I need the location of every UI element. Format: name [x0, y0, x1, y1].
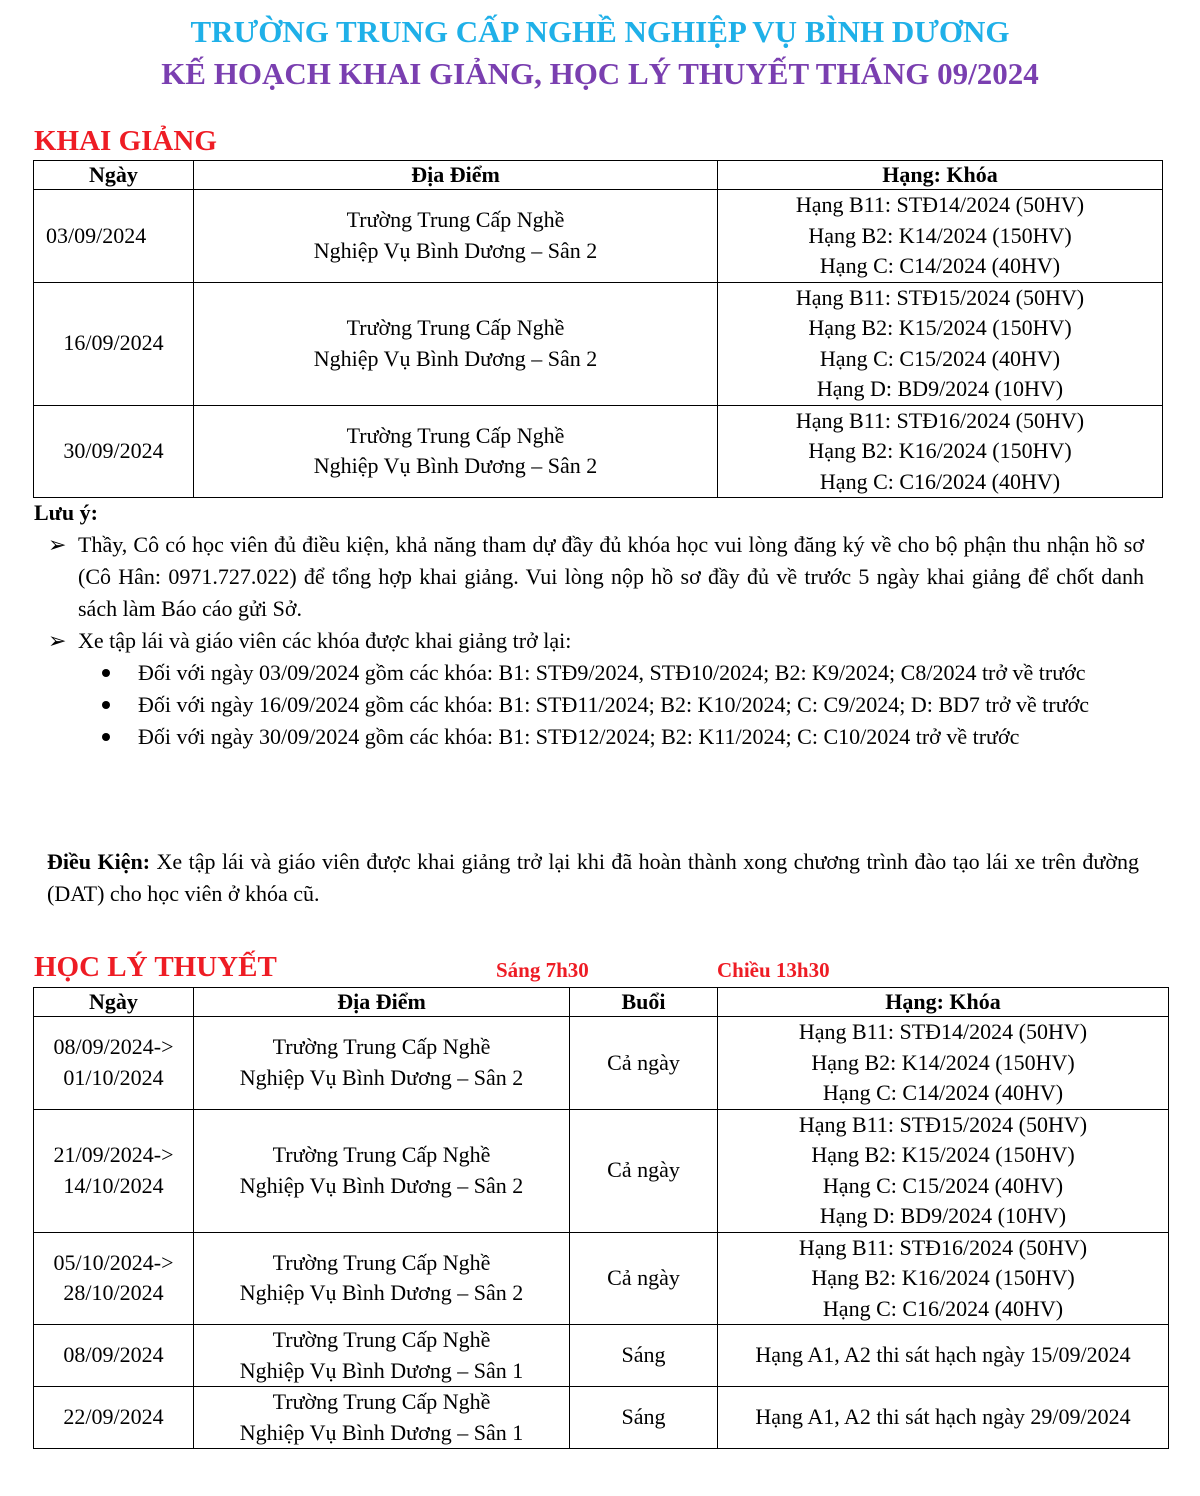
- condition-paragraph: [47, 846, 1139, 910]
- location-line: Trường Trung Cấp Nghề: [346, 315, 565, 340]
- opening-table-header: [34, 161, 1163, 190]
- class-cell: Hạng A1, A2 thi sát hạch ngày 29/09/2024: [718, 1387, 1169, 1449]
- note-text: Xe tập lái và giáo viên các khóa được khai giảng trở lại:: [78, 628, 572, 653]
- table-row: [34, 1232, 1169, 1325]
- note-sub-text: Đối với ngày 30/09/2024 gồm các khóa: B1: STĐ12/2024; B2: K11/2024; C: C10/2024 trở về trước: [138, 724, 1020, 749]
- theory-section-title: HỌC LÝ THUYẾT: [34, 951, 277, 983]
- date-cell: [34, 1017, 194, 1110]
- opening-table: [33, 160, 1163, 498]
- date-line: 05/10/2024->: [53, 1249, 174, 1275]
- class-line: Hạng B11: STĐ14/2024 (50HV): [798, 1019, 1088, 1044]
- session-cell: Sáng: [570, 1387, 718, 1449]
- date-line: 21/09/2024->: [53, 1142, 174, 1167]
- date-cell: 16/09/2024: [34, 282, 194, 405]
- note-item: [34, 529, 1144, 625]
- location-line: Nghiệp Vụ Bình Dương – Sân 2: [239, 1064, 524, 1090]
- class-cell: [718, 190, 1163, 283]
- date-cell: 22/09/2024: [34, 1387, 194, 1449]
- class-line: Hạng C: C14/2024 (40HV): [822, 1080, 1064, 1105]
- location-cell: [194, 1387, 570, 1449]
- table-row: [34, 1017, 1169, 1110]
- class-line: Hạng B2: K15/2024 (150HV): [808, 315, 1072, 340]
- location-line: Trường Trung Cấp Nghề: [272, 1249, 491, 1275]
- class-line: Hạng B11: STĐ15/2024 (50HV): [798, 1111, 1088, 1137]
- date-cell: 08/09/2024: [34, 1325, 194, 1387]
- session-cell: Cả ngày: [570, 1017, 718, 1110]
- class-line: Hạng C: C15/2024 (40HV): [819, 345, 1061, 371]
- morning-time-label: Sáng 7h30: [496, 958, 589, 982]
- bullet-dot-icon: [102, 669, 110, 677]
- note-text: Thầy, Cô có học viên đủ điều kiện, khả năng tham dự đầy đủ khóa học vui lòng đăng ký về cho bộ phận thu nhận hồ sơ (Cô Hân: 0971.727.022) để tổng hợp khai giảng. Vui lòng nộp hồ sơ đầy đủ về trước 5 ngày khai giảng để chốt danh sách làm Báo cáo gửi Sở.: [78, 532, 1144, 621]
- location-line: Nghiệp Vụ Bình Dương – Sân 1: [239, 1357, 524, 1383]
- note-item: [34, 625, 1144, 657]
- notes-title: Lưu ý:: [34, 500, 98, 525]
- location-line: Trường Trung Cấp Nghề: [272, 1327, 491, 1352]
- class-cell: [718, 1017, 1169, 1110]
- school-title: TRƯỜNG TRUNG CẤP NGHỀ NGHIỆP VỤ BÌNH DƯƠNG: [190, 14, 1010, 49]
- table-row: [34, 1387, 1169, 1449]
- class-cell: [718, 1232, 1169, 1325]
- date-cell: 30/09/2024: [34, 405, 194, 498]
- class-line: Hạng B2: K16/2024 (150HV): [811, 1265, 1075, 1290]
- table-row: [34, 282, 1163, 405]
- class-line: Hạng C: C16/2024 (40HV): [819, 468, 1061, 494]
- note-sub-item: [34, 657, 1144, 689]
- location-cell: [194, 1232, 570, 1325]
- class-line: Hạng B11: STĐ15/2024 (50HV): [795, 284, 1085, 310]
- class-line: Hạng B2: K14/2024 (150HV): [811, 1049, 1075, 1075]
- table-row: [34, 1109, 1169, 1232]
- class-line: Hạng C: C14/2024 (40HV): [819, 253, 1061, 278]
- table-row: [34, 405, 1163, 498]
- date-cell: [34, 1232, 194, 1325]
- location-line: Nghiệp Vụ Bình Dương – Sân 2: [239, 1280, 524, 1306]
- class-line: Hạng D: BD9/2024 (10HV): [816, 376, 1064, 401]
- location-line: Trường Trung Cấp Nghề: [272, 1034, 491, 1060]
- class-line: Hạng B2: K16/2024 (150HV): [808, 438, 1072, 463]
- class-line: Hạng C: C16/2024 (40HV): [822, 1295, 1064, 1321]
- session-cell: Sáng: [570, 1325, 718, 1387]
- session-cell: Cả ngày: [570, 1109, 718, 1232]
- note-sub-item: [34, 721, 1144, 753]
- column-header-date: Ngày: [34, 988, 194, 1017]
- class-line: Hạng C: C15/2024 (40HV): [822, 1172, 1064, 1198]
- note-sub-text: Đối với ngày 16/09/2024 gồm các khóa: B1: STĐ11/2024; B2: K10/2024; C: C9/2024; D: BD7 trở về trước: [138, 692, 1090, 717]
- column-header-location: Địa Điểm: [194, 988, 570, 1017]
- location-line: Trường Trung Cấp Nghề: [346, 207, 565, 233]
- class-cell: [718, 405, 1163, 498]
- class-line: Hạng B2: K15/2024 (150HV): [811, 1142, 1075, 1167]
- class-line: Hạng D: BD9/2024 (10HV): [819, 1203, 1067, 1228]
- class-cell: [718, 1109, 1169, 1232]
- location-cell: [194, 282, 718, 405]
- column-header-class: Hạng: Khóa: [718, 161, 1163, 190]
- location-cell: [194, 1325, 570, 1387]
- column-header-date: Ngày: [34, 161, 194, 190]
- theory-table: [33, 987, 1169, 1449]
- class-cell: [718, 282, 1163, 405]
- location-line: Trường Trung Cấp Nghề: [272, 1389, 491, 1414]
- afternoon-time-label: Chiều 13h30: [717, 958, 830, 982]
- location-line: Trường Trung Cấp Nghề: [272, 1142, 491, 1167]
- date-line: 08/09/2024->: [53, 1034, 174, 1060]
- bullet-dot-icon: [102, 733, 110, 741]
- note-sub-item: [34, 689, 1144, 721]
- class-line: Hạng B11: STĐ16/2024 (50HV): [798, 1234, 1088, 1260]
- condition-label: Điều Kiện:: [47, 849, 151, 874]
- class-cell: Hạng A1, A2 thi sát hạch ngày 15/09/2024: [718, 1325, 1169, 1387]
- location-line: Nghiệp Vụ Bình Dương – Sân 2: [313, 345, 598, 371]
- condition-text: Xe tập lái và giáo viên được khai giảng trở lại khi đã hoàn thành xong chương trình đào tạo lái xe trên đường (DAT) cho học viên ở khóa cũ.: [47, 849, 1139, 906]
- table-row: [34, 190, 1163, 283]
- theory-table-header: [34, 988, 1169, 1017]
- class-line: Hạng B11: STĐ16/2024 (50HV): [795, 407, 1085, 433]
- date-cell: 03/09/2024: [34, 190, 194, 283]
- column-header-location: Địa Điểm: [194, 161, 718, 190]
- arrow-bullet-icon: ➢: [48, 532, 67, 557]
- session-cell: Cả ngày: [570, 1232, 718, 1325]
- column-header-session: Buổi: [570, 988, 718, 1017]
- date-cell: [34, 1109, 194, 1232]
- bullet-dot-icon: [102, 701, 110, 709]
- date-line: 28/10/2024: [63, 1280, 164, 1306]
- note-sub-text: Đối với ngày 03/09/2024 gồm các khóa: B1: STĐ9/2024, STĐ10/2024; B2: K9/2024; C8/2024 trở về trước: [138, 660, 1086, 685]
- location-line: Nghiệp Vụ Bình Dương – Sân 2: [239, 1172, 524, 1198]
- location-cell: [194, 1109, 570, 1232]
- location-cell: [194, 405, 718, 498]
- class-line: Hạng B11: STĐ14/2024 (50HV): [795, 192, 1085, 217]
- plan-title: KẾ HOẠCH KHAI GIẢNG, HỌC LÝ THUYẾT THÁNG 09/2024: [161, 56, 1039, 91]
- table-row: [34, 1325, 1169, 1387]
- notes-block: [34, 497, 1144, 753]
- location-cell: [194, 1017, 570, 1110]
- location-line: Trường Trung Cấp Nghề: [346, 422, 565, 448]
- location-line: Nghiệp Vụ Bình Dương – Sân 2: [313, 453, 598, 479]
- location-line: Nghiệp Vụ Bình Dương – Sân 1: [239, 1419, 524, 1445]
- column-header-class: Hạng: Khóa: [718, 988, 1169, 1017]
- class-line: Hạng B2: K14/2024 (150HV): [808, 222, 1072, 248]
- arrow-bullet-icon: ➢: [48, 628, 67, 653]
- location-cell: [194, 190, 718, 283]
- date-line: 14/10/2024: [63, 1172, 164, 1198]
- date-line: 01/10/2024: [63, 1064, 164, 1090]
- opening-section-title: KHAI GIẢNG: [34, 125, 217, 157]
- location-line: Nghiệp Vụ Bình Dương – Sân 2: [313, 237, 598, 263]
